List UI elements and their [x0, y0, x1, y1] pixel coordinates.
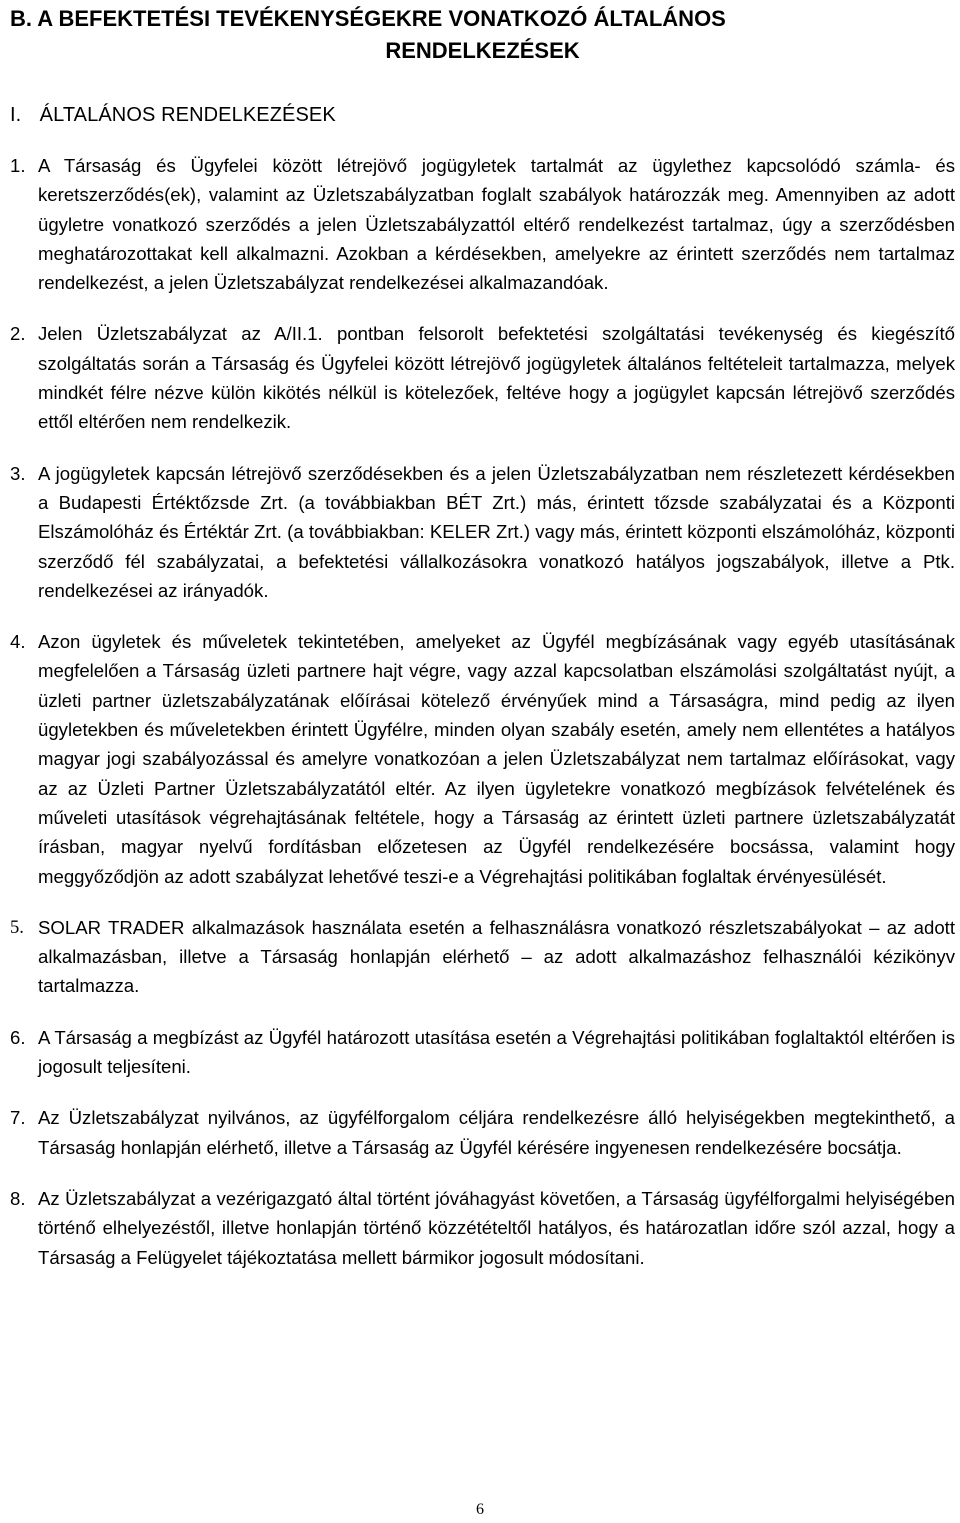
paragraph-number: 2. [10, 323, 26, 345]
paragraph-3 [10, 459, 955, 605]
paragraph-4 [10, 627, 955, 891]
paragraph-5 [10, 913, 955, 1001]
page-number: 6 [476, 1501, 484, 1518]
document-title [10, 3, 955, 67]
paragraph-text: Az Üzletszabályzat a vezérigazgató által történt jóváhagyást követően, a Társaság ügyfélforgalmi helyiségében történő elhelyezéstől, illetve honlapján történő közzétételtől hatályos, és határozatlan időre szól azzal, hogy a Társaság a Felügyelet tájékoztatása mellett bármikor jogosult módosítani. [38, 1187, 955, 1268]
paragraph-number: 6. [10, 1026, 26, 1048]
paragraph-text: A jogügyletek kapcsán létrejövő szerződésekben és a jelen Üzletszabályzatban nem részletezett kérdésekben a Budapesti Értéktőzsde Zrt. (a továbbiakban BÉT Zrt.) más, érintett tőzsde szabályzatai és a Központi Elszámolóház és Értéktár Zrt. (a továbbiakban: KELER Zrt.) vagy más, érintett központi elszámolóház, központi szerződő fél szabályzatai, a befektetési vállalkozásokra vonatkozó hatályos jogszabályok, illetve a Ptk. rendelkezései az irányadók. [38, 462, 955, 601]
paragraph-number: 3. [10, 462, 26, 484]
paragraph-7 [10, 1103, 955, 1162]
section-heading [10, 101, 955, 129]
paragraph-text: A Társaság és Ügyfelei között létrejövő jogügyletek tartalmát az ügylethez kapcsolódó számla- és keretszerződés(ek), valamint az Üzletszabályzatban foglalt szabályok határozzák meg. Amennyiben az adott ügyletre vonatkozó szerződés a jelen Üzletszabályzattól eltérő rendelkezést tartalmaz, úgy a szerződésben meghatározottakat kell alkalmazni. Azokban a kérdésekben, amelyekre az érintett szerződés nem tartalmaz rendelkezést, a jelen Üzletszabályzat rendelkezései alkalmazandóak. [38, 155, 955, 294]
title-line-2: RENDELKEZÉSEK [385, 38, 580, 63]
paragraph-text: SOLAR TRADER alkalmazások használata esetén a felhasználásra vonatkozó részletszabályokat – az adott alkalmazásban, illetve a Társaság honlapján elérhető – az adott alkalmazáshoz felhasználói kézikönyv tartalmazza. [38, 916, 955, 997]
paragraph-text: Azon ügyletek és műveletek tekintetében, amelyeket az Ügyfél megbízásának vagy egyéb utasításának megfelelően a Társaság üzleti partnere hajt végre, vagy azzal kapcsolatban elszámolási szolgáltatást nyújt, a üzleti partner üzletszabályzatának előírásai kötelező érvényűek mind a Társaságra, mind pedig az ilyen ügyletekben és műveletekben érintett Ügyfélre, minden olyan szabály esetén, amely nem ellentétes a hatályos magyar jogi szabályozással és amelyre vonatkozóan a jelen Üzletszabályzat nem tartalmaz előírásokat, vagy az az Üzleti Partner Üzletszabályzatától eltér. Az ilyen ügyletekre vonatkozó megbízások felvételének és műveleti utasítások végrehajtásának feltétele, hogy a Társaság az érintett üzleti partnere üzletszabályzatát írásban, magyar nyelvű fordításban előzetesen az Ügyfél rendelkezésére bocsássa, valamint hogy meggyőződjön az adott szabályzat lehetővé teszi-e a Végrehajtási politikában foglaltak érvényesülését. [38, 631, 955, 887]
paragraph-8 [10, 1184, 955, 1272]
paragraph-number: 7. [10, 1107, 26, 1129]
paragraph-number: 8. [10, 1187, 26, 1209]
paragraph-6 [10, 1023, 955, 1082]
paragraph-1 [10, 151, 955, 297]
title-line-1: B. A BEFEKTETÉSI TEVÉKENYSÉGEKRE VONATKOZÓ ÁLTALÁNOS [10, 6, 726, 31]
paragraph-number: 4. [10, 631, 26, 653]
section-number: I. [10, 104, 22, 126]
paragraph-text: A Társaság a megbízást az Ügyfél határozott utasítása esetén a Végrehajtási politikában foglaltaktól eltérően is jogosult teljesíteni. [38, 1026, 955, 1078]
paragraph-text: Jelen Üzletszabályzat az A/II.1. pontban felsorolt befektetési szolgáltatási tevékenység és kiegészítő szolgáltatás során a Társaság és Ügyfelei között létrejövő jogügyletek általános feltételeit tartalmazza, melyek mindkét félre nézve külön kikötés nélkül is kötelezőek, feltéve hogy a jogügylet kapcsán létrejövő szerződés ettől eltérően nem rendelkezik. [38, 323, 955, 433]
paragraph-number: 5. [10, 916, 24, 938]
paragraph-text: Az Üzletszabályzat nyilvános, az ügyfélforgalom céljára rendelkezésre álló helyiségekben megtekinthető, a Társaság honlapján elérhető, illetve a Társaság az Ügyfél kérésére ingyenesen rendelkezésére bocsátja. [38, 1107, 955, 1158]
paragraph-number: 1. [10, 155, 26, 176]
document-page [10, 0, 955, 1294]
section-title: ÁLTALÁNOS RENDELKEZÉSEK [39, 104, 336, 126]
paragraph-2 [10, 319, 955, 436]
